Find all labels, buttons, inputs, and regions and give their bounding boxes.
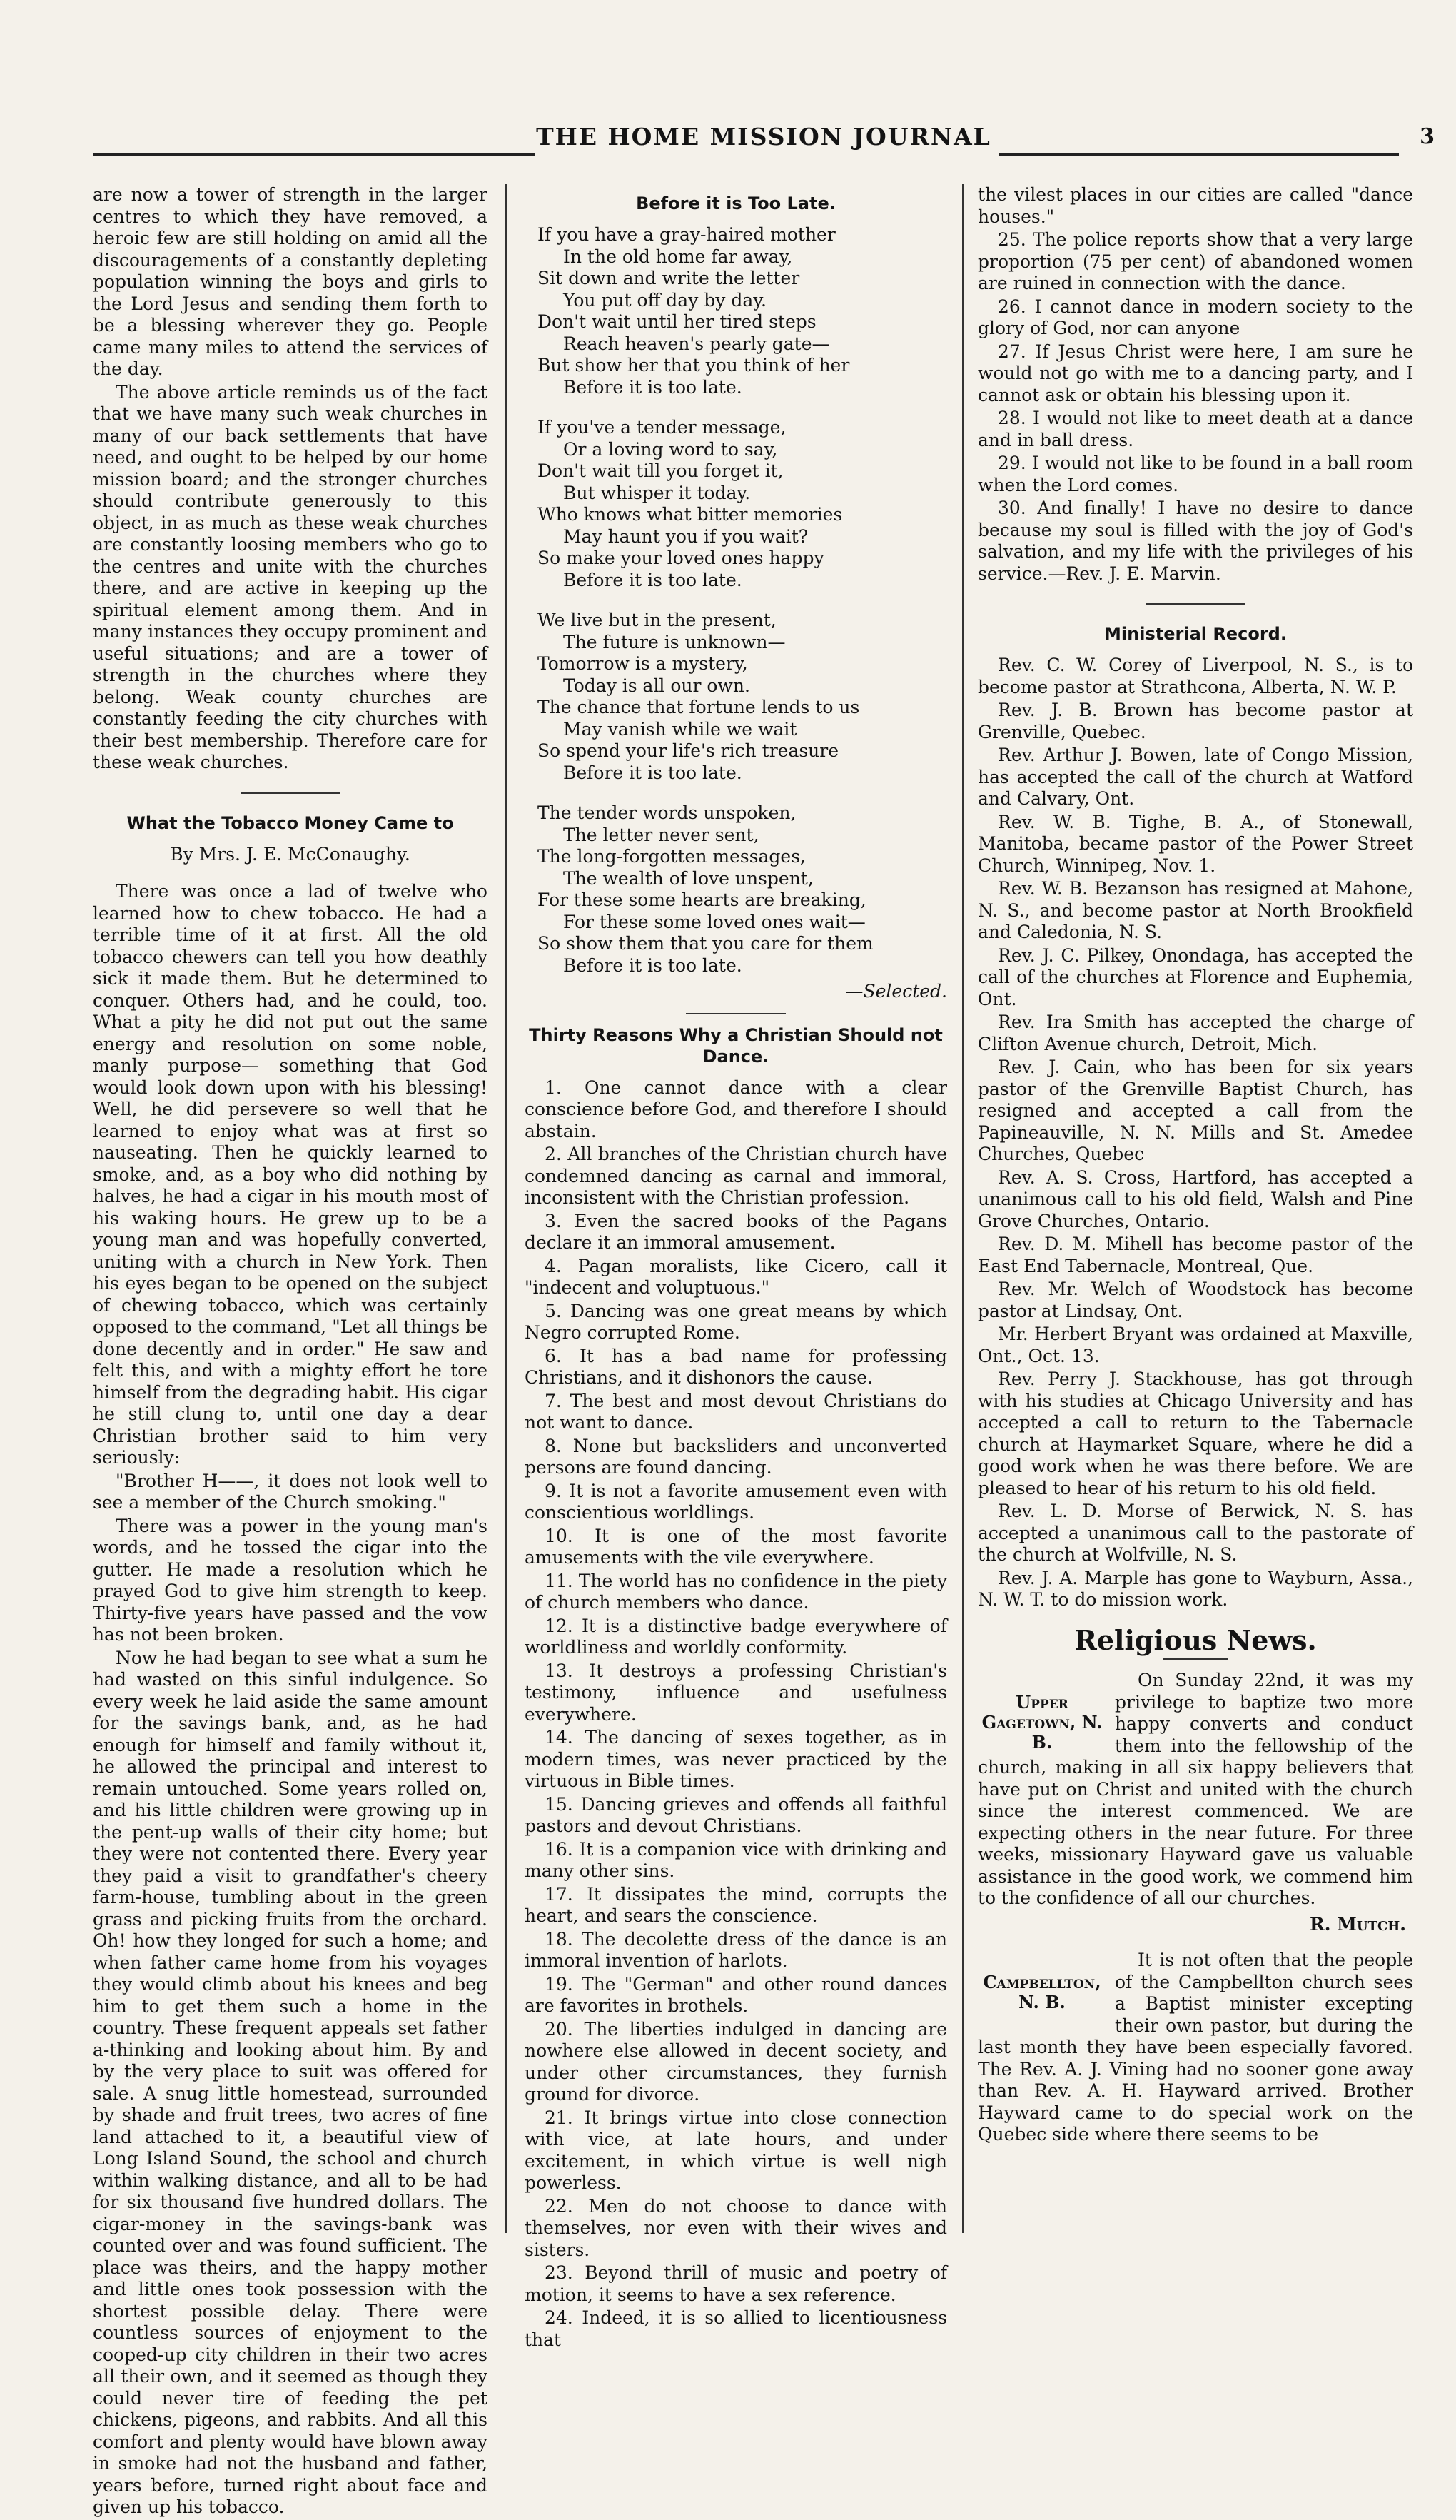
poem-line: For these some hearts are breaking,	[537, 889, 866, 910]
poem-line: Today is all our own.	[563, 675, 750, 696]
poem-stanza	[537, 802, 947, 977]
poem-line: The letter never sent,	[563, 824, 759, 845]
poem-line: So show them that you care for them	[537, 933, 874, 954]
tobacco-article-byline: By Mrs. J. E. McConaughy.	[170, 843, 410, 865]
poem-line: Before it is too late.	[563, 376, 742, 398]
ministerial-item: Rev. A. S. Cross, Hartford, has accepted a unanimous call to his old field, Walsh and Pine Grove Churches, Ontario.	[978, 1166, 1413, 1231]
reason-item: 30. And finally! I have no desire to dance because my soul is filled with the joy of God's salvation, and my life with the privileges of his service.—Rev. J. E. Marvin.	[978, 498, 1413, 584]
intro-paragraph: are now a tower of strength in the larger centres to which they have removed, a heroic few are still holding on amid all the discouragements of a constantly depleting population winning the boys and girls to the Lord Jesus and sending them forth to be a blessing wherever they go. People came many miles to attend the services of the day.	[93, 184, 487, 379]
masthead	[93, 123, 1435, 166]
poem-line: Before it is too late.	[563, 569, 742, 590]
reason-item: 14. The dancing of sexes together, as in modern times, was never practiced by the virtuous in Bible times.	[525, 1727, 947, 1791]
poem-line: Don't wait until her tired steps	[537, 311, 817, 332]
reason-item: 24. Indeed, it is so allied to licentiousness that	[525, 2307, 947, 2350]
reason-item: 16. It is a companion vice with drinking and many other sins.	[525, 1838, 947, 1881]
ministerial-item: Rev. C. W. Corey of Liverpool, N. S., is to become pastor at Strathcona, Alberta, N. W. P.	[978, 655, 1413, 697]
page-number: 3	[1420, 124, 1435, 149]
reason-item: 3. Even the sacred books of the Pagans declare it an immoral amusement.	[525, 1210, 947, 1253]
tobacco-article-heading: What the Tobacco Money Came to	[126, 812, 454, 833]
poem-line: But whisper it today.	[563, 482, 751, 503]
reason-item: 23. Beyond thrill of music and poetry of motion, it seems to have a sex reference.	[525, 2262, 947, 2305]
reason-item: 25. The police reports show that a very large proportion (75 per cent) of abandoned women are ruined in connection with the dance.	[978, 229, 1413, 293]
ministerial-item: Rev. Ira Smith has accepted the charge of Clifton Avenue church, Detroit, Mich.	[978, 1012, 1413, 1054]
poem-line: Reach heaven's pearly gate—	[563, 333, 830, 354]
section-divider	[241, 792, 340, 794]
news-place: Upper Gagetown, N. B.	[981, 1692, 1103, 1753]
poem	[537, 224, 947, 977]
poem-line: We live but in the present,	[537, 610, 777, 630]
poem-line: So make your loved ones happy	[537, 548, 824, 568]
poem-heading: Before it is Too Late.	[636, 193, 836, 213]
poem-line: The long-forgotten messages,	[537, 846, 807, 867]
reason-item: 22. Men do not choose to dance with themselves, nor even with their wives and sisters.	[525, 2195, 947, 2260]
ministerial-item: Rev. J. Cain, who has been for six years pastor of the Grenville Baptist Church, has resigned and accepted a call from the Papineauville, N. N. Mills and St. Amedee Churches, Quebec	[978, 1057, 1413, 1164]
poem-line: But show her that you think of her	[537, 355, 850, 376]
article-paragraph: "Brother H——, it does not look well to see a member of the Church smoking."	[93, 1470, 487, 1513]
section-divider	[1163, 1658, 1228, 1660]
section-divider	[1146, 603, 1245, 605]
section-divider	[686, 1013, 786, 1014]
poem-stanza	[537, 224, 947, 398]
ministerial-item: Rev. Perry J. Stackhouse, has got through with his studies at Chicago University and has accepted a call to return to the Tabernacle church at Haymarket Square, where he did a good work when he was there before. We are pleased to hear of his return to his old field.	[978, 1369, 1413, 1498]
poem-stanza	[537, 610, 947, 784]
poem-line: Sit down and write the letter	[537, 268, 800, 288]
column-3	[978, 184, 1413, 2147]
news-text: It is not often that the people of the Campbellton church sees a Baptist minister excepting their own pastor, but during the last month they have been especially favored. The Rev. A. J. Vining had no sooner gone away than Rev. A. H. Hayward arrived. Brother Hayward came to do special work on the Quebec side where there seems to be	[978, 1950, 1413, 2144]
poem-line: Who knows what bitter memories	[537, 504, 843, 525]
poem-line: May haunt you if you wait?	[563, 525, 809, 547]
reason-item: 21. It brings virtue into close connection with vice, at late hours, and under excitement, in which virtue is well nigh powerless.	[525, 2107, 947, 2193]
poem-signoff: —Selected.	[845, 981, 947, 1002]
reason-item: 6. It has a bad name for professing Christians, and it dishonors the cause.	[525, 1345, 947, 1388]
reason-item: 28. I would not like to meet death at a dance and in ball dress.	[978, 408, 1413, 450]
reason-item: 27. If Jesus Christ were here, I am sure he would not go with me to a dancing party, and I cannot ask or obtain his blessing upon it.	[978, 341, 1413, 405]
ministerial-record-list	[978, 655, 1413, 1611]
reason-item: 8. None but backsliders and unconverted persons are found dancing.	[525, 1435, 947, 1478]
news-item	[978, 1670, 1413, 1935]
ministerial-item: Rev. Mr. Welch of Woodstock has become pastor at Lindsay, Ont.	[978, 1279, 1413, 1321]
reason-item: 15. Dancing grieves and offends all faithful pastors and devout Christians.	[525, 1793, 947, 1836]
ministerial-item: Rev. W. B. Tighe, B. A., of Stonewall, Manitoba, became pastor of the Power Street Church, Winnipeg, Nov. 1.	[978, 811, 1413, 876]
ministerial-item: Rev. J. A. Marple has gone to Wayburn, Assa., N. W. T. to do mission work.	[978, 1567, 1413, 1610]
poem-line: For these some loved ones wait—	[563, 911, 866, 932]
news-text: On Sunday 22nd, it was my privilege to baptize two more happy converts and conduct them into the fellowship of the church, making in all six happy believers that have put on Christ and united with the church since the interest commenced. We are expecting others in the near future. For three weeks, missionary Hayward gave us valuable assistance in the good work, we commend him to the confidence of all our churches.	[978, 1670, 1413, 1908]
reason-item: 17. It dissipates the mind, corrupts the heart, and sears the conscience.	[525, 1883, 947, 1926]
reason-item: 12. It is a distinctive badge everywhere of worldliness and worldly conformity.	[525, 1615, 947, 1658]
poem-line: You put off day by day.	[563, 289, 767, 311]
article-paragraph: Now he had began to see what a sum he had wasted on this sinful indulgence. So every week he laid aside the same amount for the savings bank, and, as he had enough for himself and family without it, he allowed the principal and interest to remain untouched. Some years rolled on, and his little children were growing up in the pent-up walls of their city home; but they were not contented there. Every year they paid a visit to grandfather's cheery farm-house, tumbling about in the green grass and picking fruits from the orchard. Oh! how they longed for such a home; and when father came home from his voyages they would climb about his knees and beg him to get them such a home in the country. These frequent appeals set father a-thinking and looking about him. By and by the very place to suit was offered for sale. A snug little homestead, surrounded by shade and fruit trees, two acres of fine land attached to it, a beautiful view of Long Island Sound, the school and church within walking distance, and all to be had for six thousand five hundred dollars. The cigar-money in the savings-bank was counted over and was found sufficient. The place was theirs, and the happy mother and little ones took possession with the shortest possible delay. There were countless sources of enjoyment to the cooped-up city children in their two acres all their own, and it seemed as though they could never tire of feeding the pet chickens, pigeons, and rabbits. And all this comfort and plenty would have blown away in smoke had not the husband and father, years before, turned right about face and given up his tobacco.	[93, 1647, 487, 2517]
reasons-heading: Thirty Reasons Why a Christian Should not Dance.	[529, 1024, 943, 1067]
ministerial-item: Rev. J. B. Brown has become pastor at Grenville, Quebec.	[978, 700, 1413, 742]
news-signature: R. Mutch.	[1310, 1913, 1406, 1935]
ministerial-item: Rev. L. D. Morse of Berwick, N. S. has accepted a unanimous call to the pastorate of the church at Wolfville, N. S.	[978, 1501, 1413, 1565]
poem-line: The tender words unspoken,	[537, 802, 797, 823]
column-divider-1	[505, 184, 507, 2233]
reason-item: 11. The world has no confidence in the piety of church members who dance.	[525, 1570, 947, 1613]
poem-line: The wealth of love unspent,	[563, 867, 814, 889]
poem-line: The future is unknown—	[563, 631, 786, 652]
poem-line: Before it is too late.	[563, 762, 742, 783]
religious-news-heading: Religious News.	[1074, 1623, 1317, 1656]
intro-paragraph: The above article reminds us of the fact that we have many such weak churches in many of our back settlements that have need, and ought to be helped by our home mission board; and the stronger churches should contribute generously to this object, in as much as these weak churches are constantly loosing members who go to the centres and unite with the churches there, and are active in keeping up the spiritual element among them. And in many instances they occupy prominent and useful situations; and are a tower of strength in the churches where they belong. Weak county churches are constantly feeding the city churches with their best membership. Therefore care for these weak churches.	[93, 381, 487, 772]
reason-item: 7. The best and most devout Christians do not want to dance.	[525, 1390, 947, 1433]
ministerial-item: Rev. W. B. Bezanson has resigned at Mahone, N. S., and become pastor at North Brookfield and Caledonia, N. S.	[978, 878, 1413, 942]
reason-item: 19. The "German" and other round dances are favorites in brothels.	[525, 1973, 947, 2016]
ministerial-item: Mr. Herbert Bryant was ordained at Maxville, Ont., Oct. 13.	[978, 1324, 1413, 1366]
masthead-rule-left	[93, 153, 535, 156]
ministerial-item: Rev. D. M. Mihell has become pastor of the East End Tabernacle, Montreal, Que.	[978, 1234, 1413, 1276]
poem-line: May vanish while we wait	[563, 718, 797, 740]
column-2	[525, 184, 947, 2352]
article-paragraph: There was once a lad of twelve who learned how to chew tobacco. He had a terrible time of it at first. All the old tobacco chewers can tell you how deathly sick it made them. But he determined to conquer. Others had, and he could, too. What a pity he did not put out the same energy and resolution on some noble, manly purpose— something that God would look down upon with his blessing! Well, he did persevere so well that he learned to enjoy what was at first so nauseating. Then he quickly learned to smoke, and, as a boy who did nothing by halves, he had a cigar in his mouth most of his waking hours. He grew up to be a young man and was hopefully converted, uniting with a church in New York. Then his eyes began to be opened on the subject of chewing tobacco, which was certainly opposed to the command, "Let all things be done decently and in order." He saw and felt this, and with a mighty effort he tore himself from the degrading habit. His cigar he still clung to, until one day a dear Christian brother said to him very seriously:	[93, 881, 487, 1468]
ministerial-item: Rev. Arthur J. Bowen, late of Congo Mission, has accepted the call of the church at Watford and Calvary, Ont.	[978, 745, 1413, 809]
reasons-list	[525, 1077, 947, 2352]
news-place: Campbellton, N. B.	[983, 1972, 1101, 2012]
reason-item: 29. I would not like to be found in a ball room when the Lord comes.	[978, 453, 1413, 495]
reason-item: 13. It destroys a professing Christian's testimony, influence and usefulness everywhere.	[525, 1660, 947, 1725]
column-divider-2	[962, 184, 964, 2233]
poem-line: Or a loving word to say,	[563, 438, 778, 460]
poem-line: Before it is too late.	[563, 954, 742, 976]
poem-line: Don't wait till you forget it,	[537, 460, 784, 481]
poem-line: Tomorrow is a mystery,	[537, 653, 748, 674]
reason-item: 20. The liberties indulged in dancing are nowhere else allowed in decent society, and under other circumstances, they furnish ground for divorce.	[525, 2018, 947, 2105]
news-item	[978, 1950, 1413, 2147]
ministerial-record-heading: Ministerial Record.	[1104, 624, 1287, 644]
ministerial-item: Rev. J. C. Pilkey, Onondaga, has accepted the call of the churches at Florence and Euphemia, Ont.	[978, 944, 1413, 1009]
poem-line: The chance that fortune lends to us	[537, 697, 860, 717]
poem-line: If you have a gray-haired mother	[537, 224, 836, 245]
poem-line: So spend your life's rich treasure	[537, 740, 839, 761]
reason-item: 10. It is one of the most favorite amusements with the vile everywhere.	[525, 1525, 947, 1568]
reasons-list-continued	[978, 184, 1413, 585]
reason-item: 26. I cannot dance in modern society to the glory of God, nor can anyone	[978, 296, 1413, 338]
reason-item: 4. Pagan moralists, like Cicero, call it "indecent and voluptuous."	[525, 1255, 947, 1298]
poem-line: In the old home far away,	[563, 246, 793, 267]
reason-item: the vilest places in our cities are called "dance houses."	[978, 184, 1413, 227]
reason-item: 2. All branches of the Christian church have condemned dancing as carnal and immoral, inconsistent with the Christian profession.	[525, 1144, 947, 1208]
reason-item: 9. It is not a favorite amusement even with conscientious worldlings.	[525, 1480, 947, 1523]
article-paragraph: There was a power in the young man's words, and he tossed the cigar into the gutter. He made a resolution which he prayed God to give him strength to keep. Thirty-five years have passed and the vow has not been broken.	[93, 1515, 487, 1645]
column-1	[93, 184, 487, 2520]
journal-title: THE HOME MISSION JOURNAL	[536, 123, 991, 151]
poem-stanza	[537, 417, 947, 591]
poem-line: If you've a tender message,	[537, 417, 787, 438]
reason-item: 18. The decolette dress of the dance is an immoral invention of harlots.	[525, 1928, 947, 1971]
masthead-rule-right	[999, 153, 1399, 156]
reason-item: 5. Dancing was one great means by which Negro corrupted Rome.	[525, 1300, 947, 1343]
reason-item: 1. One cannot dance with a clear conscience before God, and therefore I should abstain.	[525, 1077, 947, 1141]
